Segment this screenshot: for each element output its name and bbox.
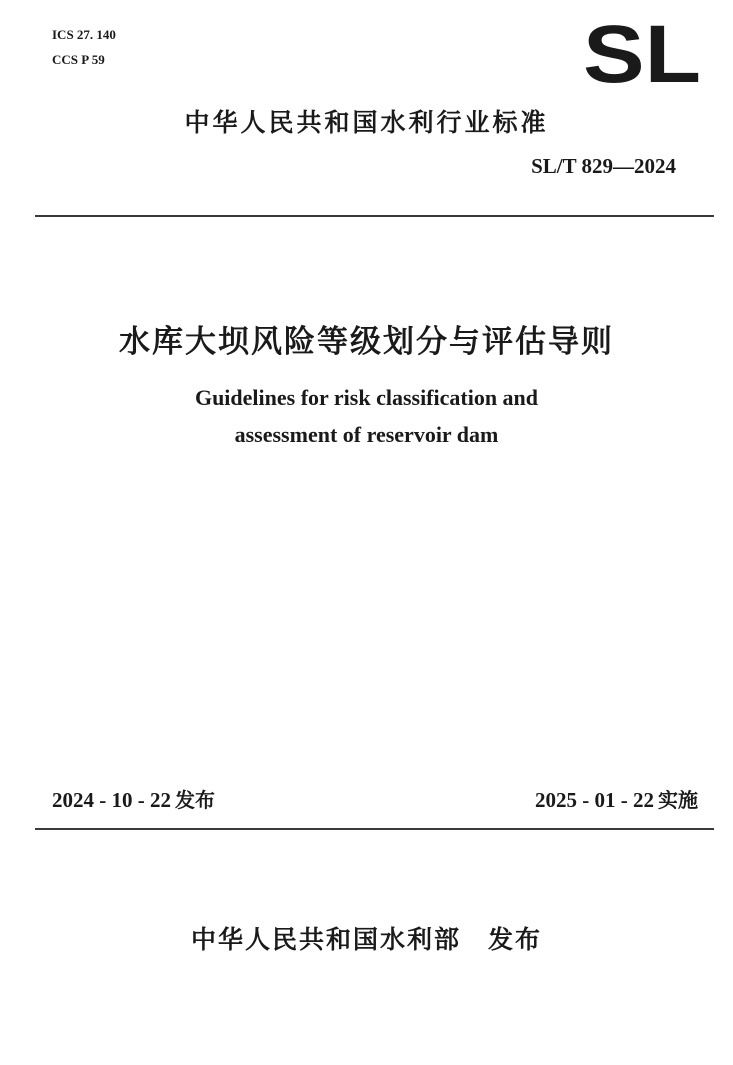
implementation-date-block [535, 784, 698, 813]
issue-date-block [52, 784, 215, 813]
industry-standard-heading: 中华人民共和国水利行业标准 [184, 108, 549, 137]
ccs-code: CCS P 59 [52, 52, 105, 67]
issue-date: 2024 - 10 - 22 [52, 788, 171, 812]
title-english-line-1: Guidelines for risk classification and [194, 385, 539, 410]
title-chinese: 水库大坝风险等级划分与评估导则 [119, 324, 614, 360]
issue-label: 发布 [175, 788, 215, 812]
top-divider [35, 215, 714, 217]
implementation-label: 实施 [658, 788, 698, 812]
bottom-divider [35, 828, 714, 830]
standard-number: SL/T 829—2024 [531, 154, 676, 178]
title-english-line-2: assessment of reservoir dam [234, 422, 499, 447]
ics-code: ICS 27. 140 [52, 27, 116, 42]
sl-logo-text: SL [583, 22, 701, 88]
implementation-date: 2025 - 01 - 22 [535, 788, 654, 812]
classification-codes [52, 22, 116, 72]
sl-logo [582, 22, 702, 88]
publisher-line: 中华人民共和国水利部 发布 [190, 925, 542, 954]
